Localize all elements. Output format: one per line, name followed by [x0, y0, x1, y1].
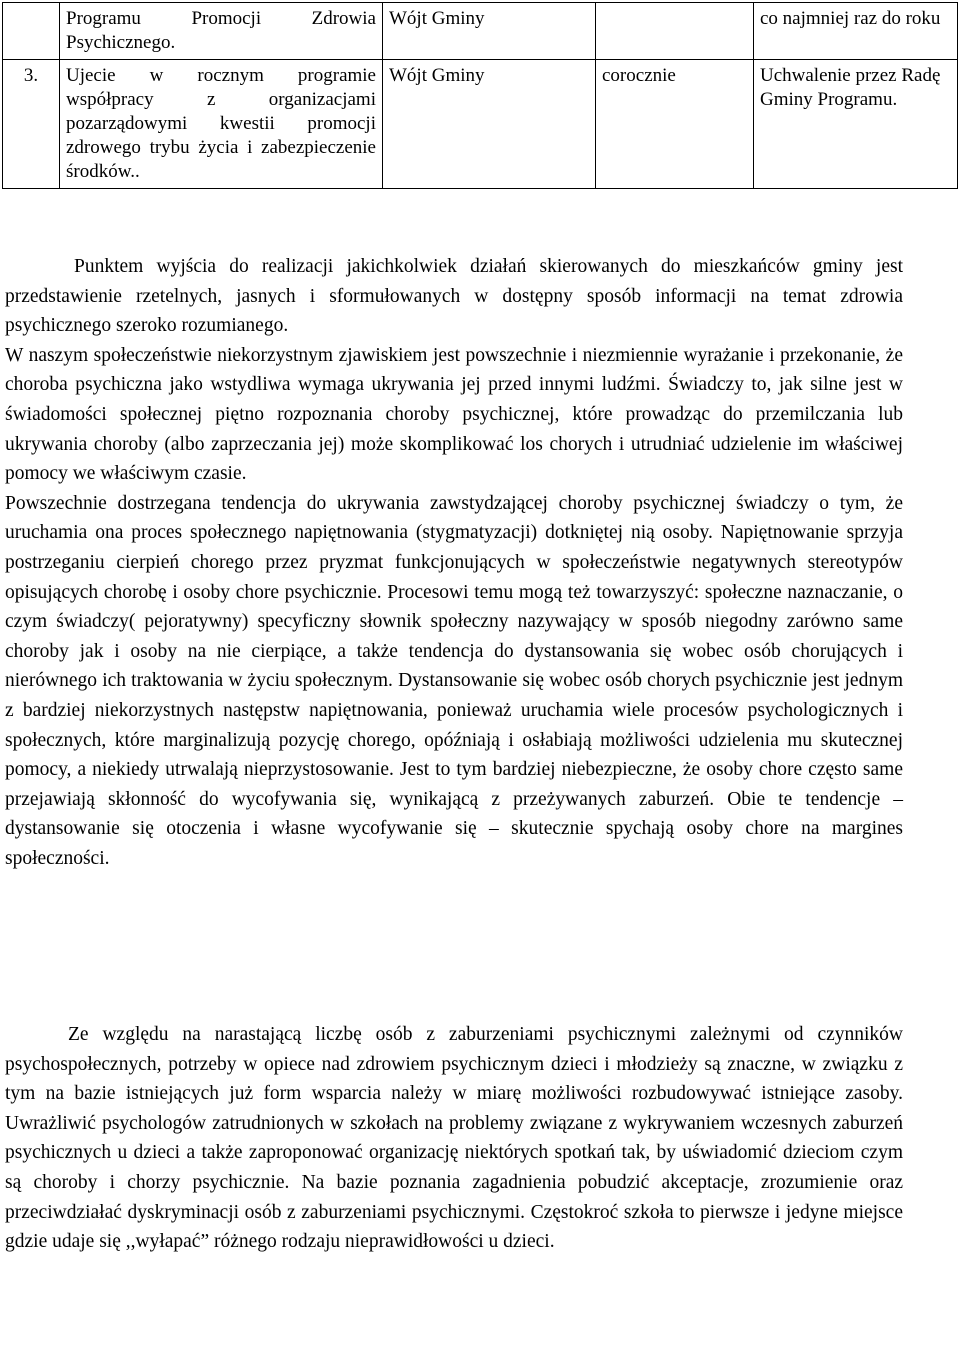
table-row	[3, 60, 958, 189]
task-cell: Programu Promocji Zdrowia Psychicznego.	[60, 3, 383, 60]
deadline-cell: corocznie	[596, 60, 754, 189]
result-cell: Uchwalenie przez Radę Gminy Programu.	[754, 60, 958, 189]
paragraph: W naszym społeczeństwie niekorzystnym zjawiskiem jest powszechnie i niezmiennie wyrażanie i przekonanie, że choroba psychiczna jako wstydliwa wymaga ukrywania jej przed innymi ludźmi. Świadczy to, jak silne jest w świadomości społecznej piętno rozpoznania choroby psychicznej, które prowadząc do przemilczania lub ukrywania choroby (albo zaprzeczania jej) może skomplikować los chorych i utrudniać udzielenie im właściwej pomocy we właściwym czasie.	[5, 344, 903, 485]
program-table	[2, 2, 958, 189]
paragraph: Punktem wyjścia do realizacji jakichkolwiek działań skierowanych do mieszkańców gminy jest przedstawienie rzetelnych, jasnych i sformułowanych w dostępny sposób informacji na temat zdrowia psychicznego szeroko rozumianego.	[5, 256, 903, 337]
table-row	[3, 3, 958, 60]
result-cell: co najmniej raz do roku	[754, 3, 958, 60]
deadline-cell	[596, 3, 754, 60]
body-text-section	[5, 1020, 903, 1257]
responsible-cell: Wójt Gminy	[383, 3, 596, 60]
row-number	[3, 3, 60, 60]
responsible-cell: Wójt Gminy	[383, 60, 596, 189]
task-cell: Ujecie w rocznym programie współpracy z organizacjami pozarządowymi kwestii promocji zdrowego trybu życia i zabezpieczenie środków..	[60, 60, 383, 189]
paragraph: Ze względu na narastającą liczbę osób z zaburzeniami psychicznymi zależnymi od czynników psychospołecznych, potrzeby w opiece nad zdrowiem psychicznym dzieci i młodzieży są znaczne, w związku z tym na bazie istniejących już form wsparcia należy w miarę możliwości rozbudowywać istniejące zasoby. Uwrażliwić psychologów zatrudnionych w szkołach na problemy związane z wykrywaniem wczesnych zaburzeń psychicznych u dzieci a także zaproponować organizację niektórych spotkań tak, by uświadomić dzieciom czym są choroby i chorzy psychicznie. Na bazie poznania zagadnienia pobudzić akceptacje, zrozumienie oraz przeciwdziałać dyskryminacji osób z zaburzeniami psychicznymi. Częstokroć szkoła to pierwsze i jedyne miejsce gdzie udaje się ,,wyłapać” różnego rodzaju nieprawidłowości u dzieci.	[5, 1024, 903, 1253]
body-text-section	[5, 252, 903, 873]
row-number: 3.	[3, 60, 60, 189]
paragraph: Powszechnie dostrzegana tendencja do ukrywania zawstydzającej choroby psychicznej świadczy o tym, że uruchamia ona proces społecznego napiętnowania (stygmatyzacji) dotkniętej nią osoby. Napiętnowanie sprzyja postrzeganiu cierpień chorego przez pryzmat funkcjonujących w społeczeństwie negatywnych stereotypów opisujących chorobę i osoby chore psychicznie. Procesowi temu mogą też towarzyszyć: społeczne naznaczanie, o czym świadczy( pejoratywny) specyficzny słownik społeczny nazywający w sposób niegodny zarówno same choroby jak i osoby na nie cierpiące, a także tendencja do dystansowania się wobec osób chorujących i nierównego ich traktowania w życiu społecznym. Dystansowanie się wobec osób chorych psychicznie jest jednym z bardziej niekorzystnych następstw napiętnowania, ponieważ uruchamia wiele procesów psychologicznych i społecznych, które marginalizują pozycję chorego, opóźniają i osłabiają możliwości udzielenia mu skutecznej pomocy, a niekiedy utrwalają nieprzystosowanie. Jest to tym bardziej niebezpieczne, że osoby chore często same przejawiają skłonność do wycofywania się, wynikającą z przeżywanych zaburzeń. Obie te tendencje – dystansowanie się otoczenia i własne wycofywanie się – skutecznie spychają osoby chore na margines społeczności.	[5, 492, 903, 869]
